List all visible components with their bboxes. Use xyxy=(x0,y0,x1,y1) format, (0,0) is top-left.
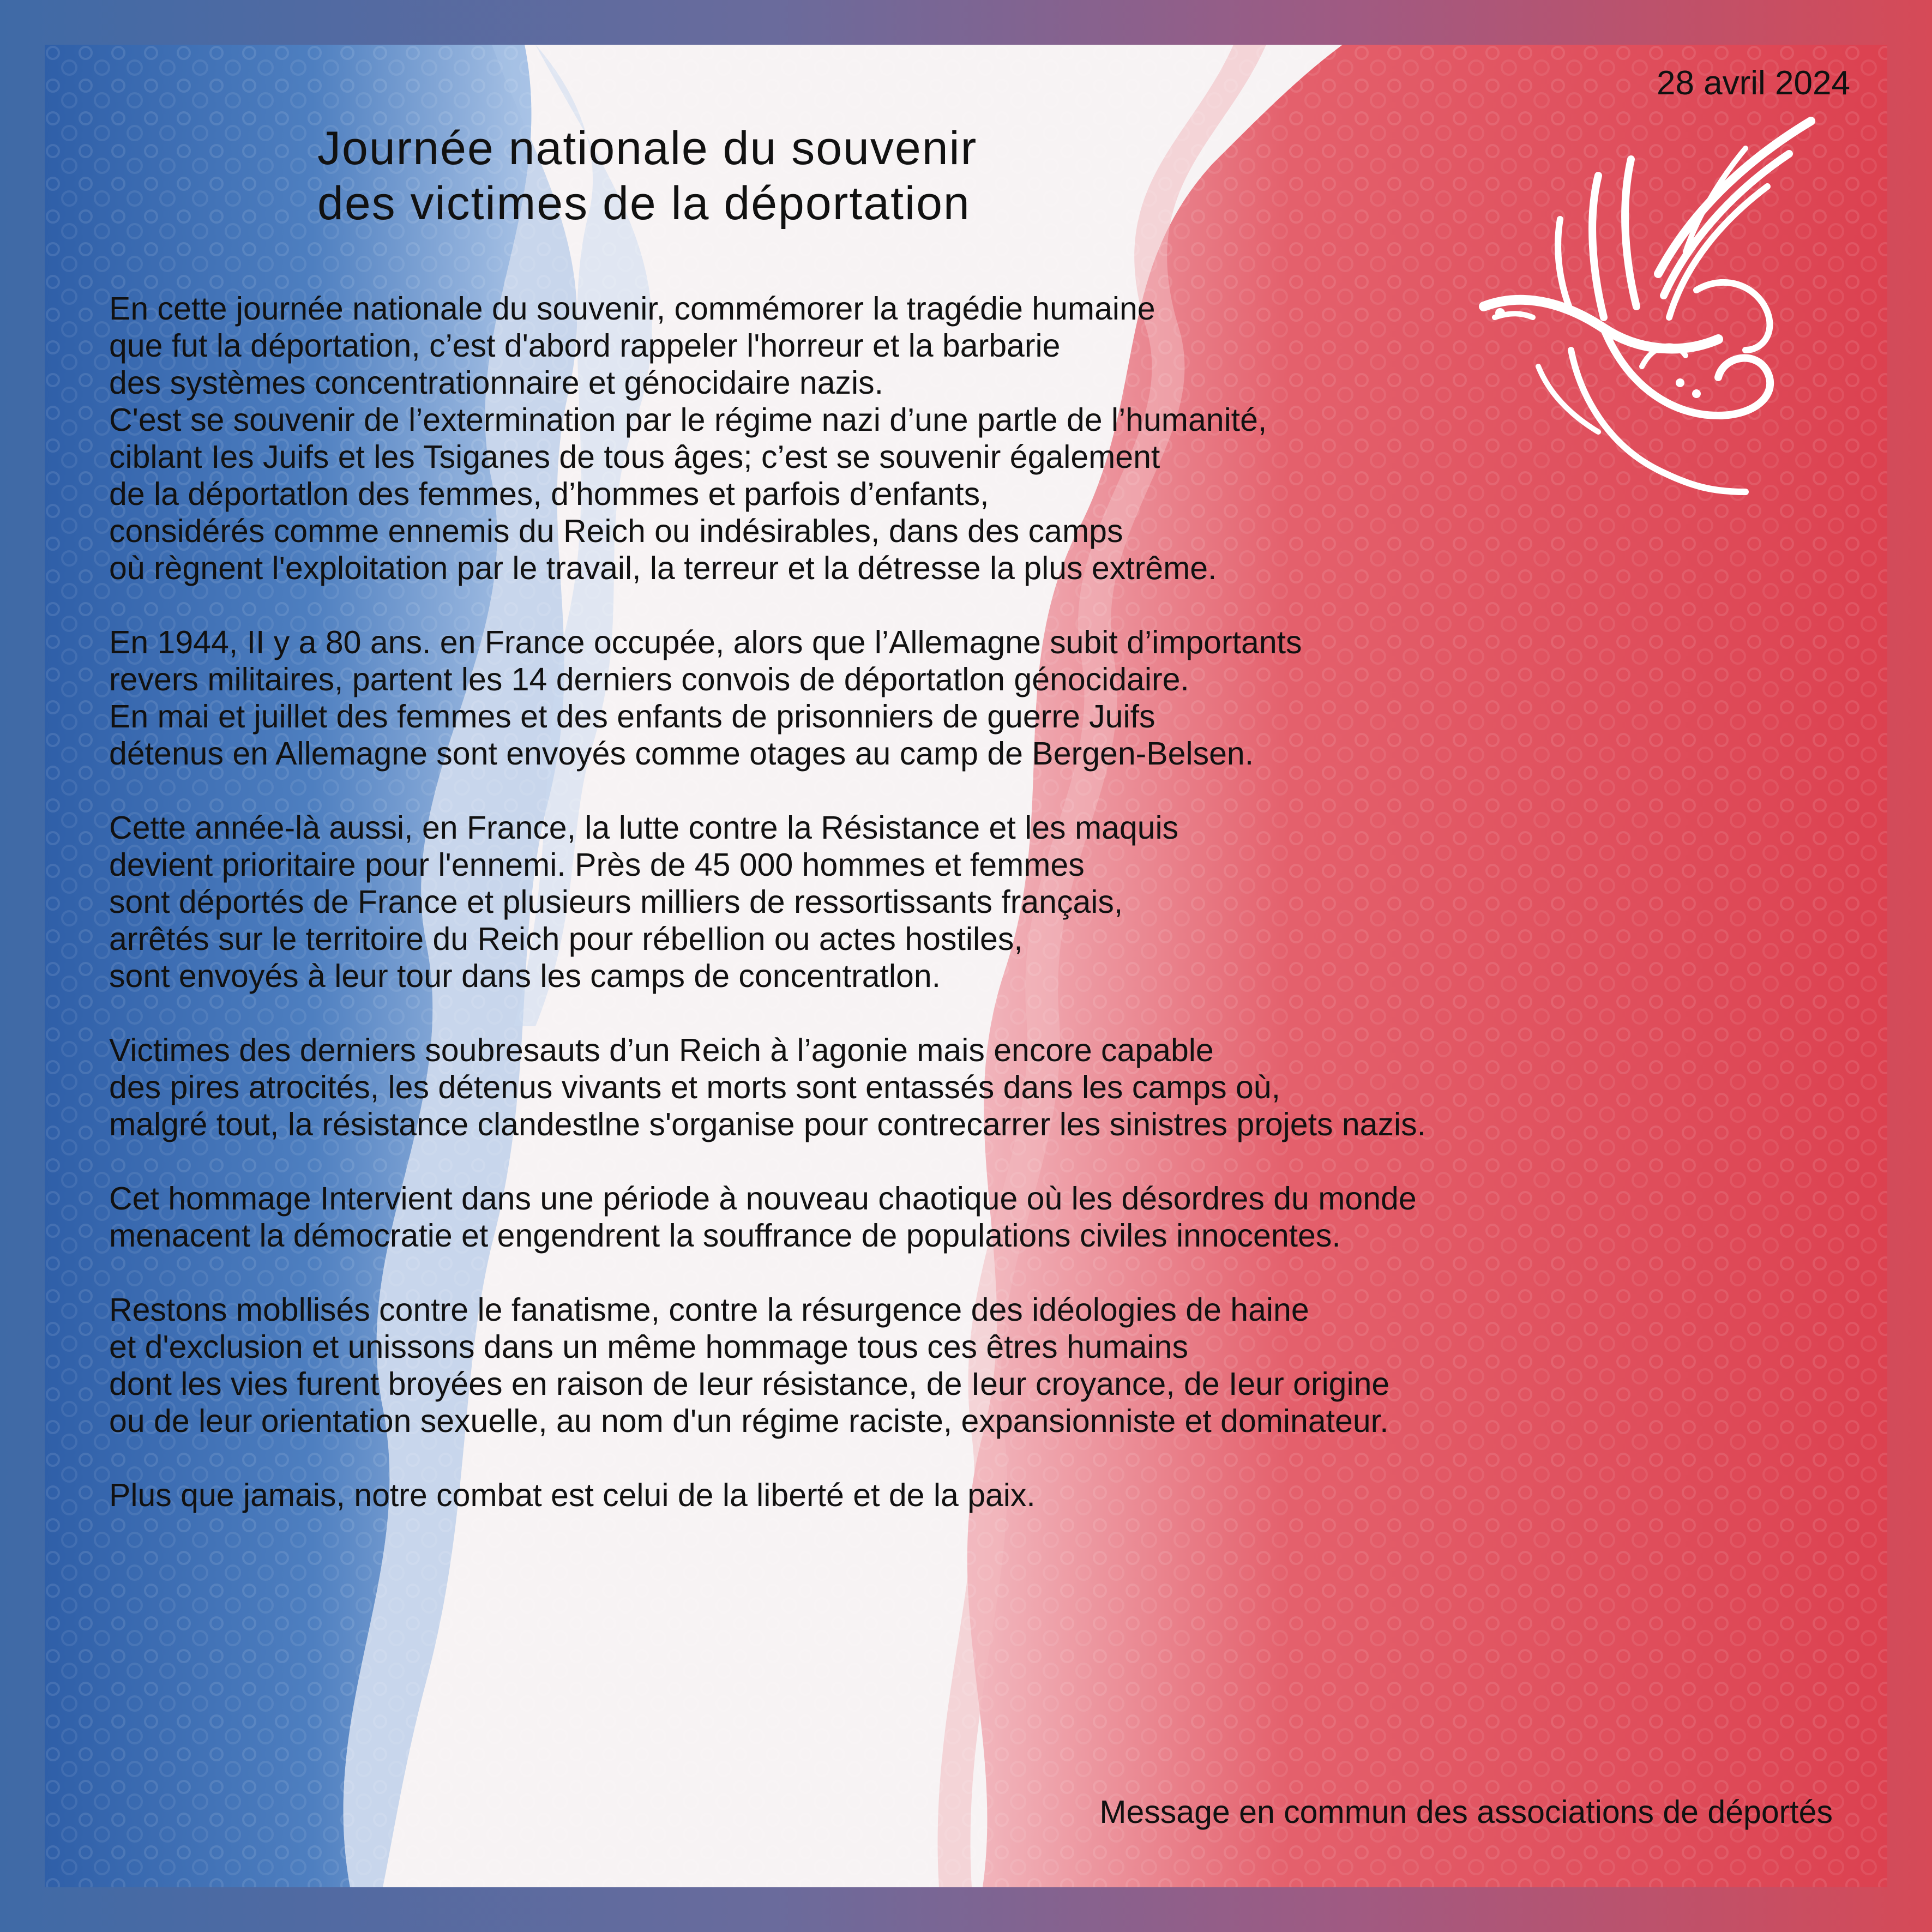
signature-footer: Message en commun des associations de déportés xyxy=(1099,1794,1833,1830)
text-line: sont envoyés à leur tour dans les camps de concentratlon. xyxy=(109,958,941,994)
text-line: et d'exclusion et unissons dans un même hommage tous ces êtres humains xyxy=(109,1329,1188,1365)
paragraph-7 xyxy=(109,1477,1843,1514)
text-line: C'est se souvenir de l’extermination par le régime nazi d’une partle de l’humanité, xyxy=(109,402,1267,438)
message-body xyxy=(109,290,1843,1551)
text-line: En 1944, II y a 80 ans. en France occupée, alors que l’Allemagne subit d’importants xyxy=(109,624,1302,660)
date: 28 avril 2024 xyxy=(1656,64,1850,102)
text-line: où règnent l'exploitation par le travail, la terreur et la détresse la plus extrême. xyxy=(109,550,1217,586)
text-line: menacent la démocratie et engendrent la souffrance de populations civiles innocentes. xyxy=(109,1218,1341,1254)
text-line: Cet hommage Intervient dans une période à nouveau chaotique où les désordres du monde xyxy=(109,1181,1417,1217)
text-line: devient prioritaire pour l'ennemi. Près de 45 000 hommes et femmes xyxy=(109,847,1085,883)
text-line: des systèmes concentrationnaire et génocidaire nazis. xyxy=(109,365,884,401)
paragraph-4 xyxy=(109,1032,1843,1143)
poster xyxy=(45,45,1887,1887)
text-line: En cette journée nationale du souvenir, commémorer la tragédie humaine xyxy=(109,291,1155,327)
text-line: de la déportatlon des femmes, d’hommes et parfois d’enfants, xyxy=(109,476,989,512)
text-line: ciblant Ies Juifs et les Tsiganes de tous âges; c’est se souvenir également xyxy=(109,439,1160,475)
paragraph-1 xyxy=(109,290,1843,587)
text-line: sont déportés de France et plusieurs milliers de ressortissants français, xyxy=(109,884,1123,920)
text-line: des pires atrocités, les détenus vivants et morts sont entassés dans les camps où, xyxy=(109,1069,1280,1105)
text-line: Plus que jamais, notre combat est celui de la liberté et de la paix. xyxy=(109,1477,1036,1513)
text-line: arrêtés sur le territoire du Reich pour rébeIlion ou actes hostiles, xyxy=(109,921,1023,957)
paragraph-2 xyxy=(109,624,1843,772)
text-line: ou de leur orientation sexuelle, au nom d'un régime raciste, expansionniste et dominateur. xyxy=(109,1403,1389,1439)
page-title xyxy=(317,121,977,232)
paragraph-5 xyxy=(109,1180,1843,1254)
title-line-1: Journée nationale du souvenir xyxy=(317,122,978,174)
title-line-2: des victimes de la déportation xyxy=(317,177,971,230)
paragraph-6 xyxy=(109,1291,1843,1440)
text-line: considérés comme ennemis du Reich ou indésirables, dans des camps xyxy=(109,513,1123,549)
text-line: que fut la déportation, c’est d'abord rappeler l'horreur et la barbarie xyxy=(109,328,1061,364)
text-line: dont les vies furent broyées en raison de Ieur résistance, de Ieur croyance, de Ieur origine xyxy=(109,1366,1390,1402)
text-line: malgré tout, la résistance clandestlne s'organise pour contrecarrer les sinistres projets nazis. xyxy=(109,1106,1426,1142)
text-line: revers militaires, partent les 14 derniers convois de déportatlon génocidaire. xyxy=(109,661,1189,697)
text-line: Cette année-là aussi, en France, la lutte contre la Résistance et les maquis xyxy=(109,810,1179,846)
text-line: Restons mobllisés contre le fanatisme, contre la résurgence des idéologies de haine xyxy=(109,1292,1309,1328)
text-line: détenus en Allemagne sont envoyés comme otages au camp de Bergen-Belsen. xyxy=(109,736,1254,772)
text-line: En mai et juillet des femmes et des enfants de prisonniers de guerre Juifs xyxy=(109,699,1155,735)
paragraph-3 xyxy=(109,809,1843,995)
text-line: Victimes des derniers soubresauts d’un Reich à l’agonie mais encore capable xyxy=(109,1032,1214,1068)
